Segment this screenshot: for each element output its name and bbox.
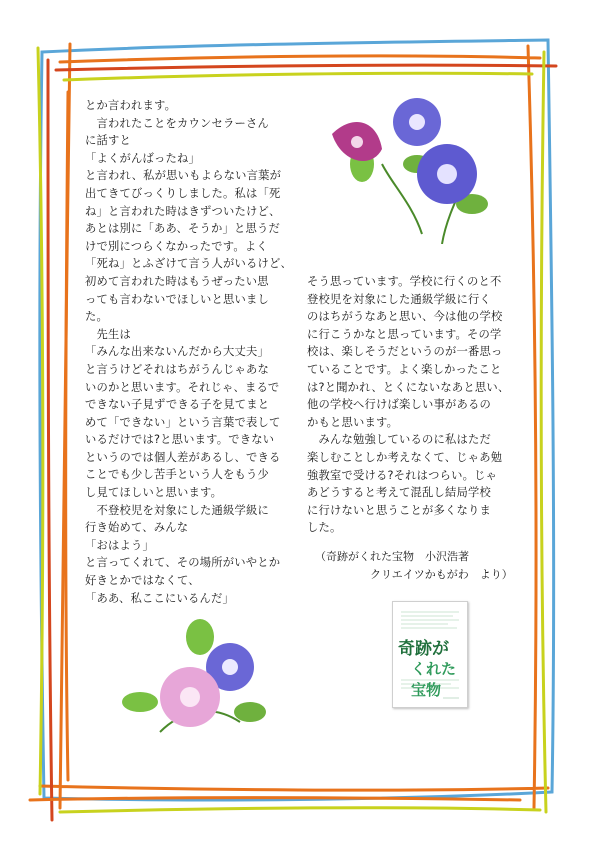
citation-line: クリエイツかもがわ より） (315, 568, 513, 581)
text-line: 楽しむことしか考えなくて、じゃあ勉 (307, 450, 503, 464)
text-line: 初めて言われた時はもうぜったい思 (85, 274, 269, 288)
text-line: あどうすると考えて混乱し結局学校 (307, 486, 491, 500)
text-line: に話すと (85, 134, 131, 148)
book-cover-image (392, 601, 468, 708)
text-line: ことでも少し苦手という人をもう少 (85, 468, 269, 482)
text-line: 「よくがんばったね」 (85, 151, 200, 165)
text-column-left (85, 97, 300, 607)
text-line: とか言われます。 (85, 99, 177, 112)
text-line: 先生は (85, 327, 131, 341)
book-title: くれた宝物 (411, 660, 457, 699)
morning-glory-illustration (120, 612, 280, 747)
text-line: た。 (85, 310, 108, 324)
text-line: 登校児を対象にした通級学級に行く (307, 292, 491, 306)
text-line: 「みんな出来ないんだから大丈夫」 (85, 345, 269, 359)
text-line: 言われたことをカウンセラーさん (85, 116, 269, 130)
text-line: 強教室で受ける?それはつらい。じゃ (307, 468, 498, 482)
text-line: と言ってくれて、その場所がいやとか (85, 556, 281, 570)
text-line: めて「できない」という言葉で表して (85, 415, 281, 429)
text-line: に行けないと思うことが多くなりま (307, 503, 491, 517)
text-line: と言うけどそれはちがうんじゃあな (85, 362, 269, 376)
text-line: 「ああ、私ここにいるんだ」 (85, 591, 235, 605)
text-line: は?と聞かれ、とくにないなあと思い、 (307, 380, 510, 394)
text-line: 「おはよう」 (85, 538, 154, 552)
text-line: のはちがうなあと思い、今は他の学校 (307, 310, 503, 324)
text-line: した。 (307, 521, 342, 535)
text-line: ね」と言われた時はきずついたけど、 (85, 204, 281, 218)
text-line: 他の学校へ行けば楽しい事があるの (307, 398, 491, 412)
text-line: 「死ね」とふざけて言う人がいるけど、 (85, 257, 292, 271)
text-line: 不登校児を対象にした通級学級に (85, 503, 269, 517)
text-line: いるだけでは?と思います。できない (85, 433, 275, 447)
citation-line: （奇跡がくれた宝物 小沢浩著 (315, 550, 469, 563)
text-line: と言われ、私が思いもよらない言葉が (85, 169, 282, 183)
text-line: っても言わないでほしいと思いまし (85, 292, 269, 306)
morning-glory-illustration (322, 94, 502, 244)
text-line: かもと思います。 (307, 415, 399, 429)
text-line: 好きとかではなくて、 (85, 574, 200, 588)
text-line: 出てきてびっくりしました。私は「死 (85, 186, 281, 200)
text-line: けで別につらくなかったです。よく (85, 239, 268, 253)
text-line: 行き始めて、みんな (85, 521, 189, 535)
text-line: みんな勉強しているのに私はただ (307, 433, 491, 447)
text-line: あとは別に「ああ、そうか」と思うだ (85, 222, 280, 236)
text-line: 校は、楽しそうだというのが一番思っ (307, 345, 503, 359)
text-line: そう思っています。学校に行くのと不 (307, 275, 502, 288)
text-line: できない子見ずできる子を見てまと (85, 398, 270, 412)
text-line: に行こうかなと思っています。その学 (307, 327, 502, 341)
text-column-right (307, 273, 527, 537)
book-title: 奇跡が (398, 639, 449, 659)
text-line: ていることです。よく楽しかったこと (307, 362, 502, 376)
text-line: というのでは個人差があるし、できる (85, 450, 281, 464)
citation (315, 548, 513, 584)
text-line: し見てほしいと思います。 (85, 486, 223, 500)
text-line: いのかと思います。それじゃ、まるで (85, 380, 280, 394)
